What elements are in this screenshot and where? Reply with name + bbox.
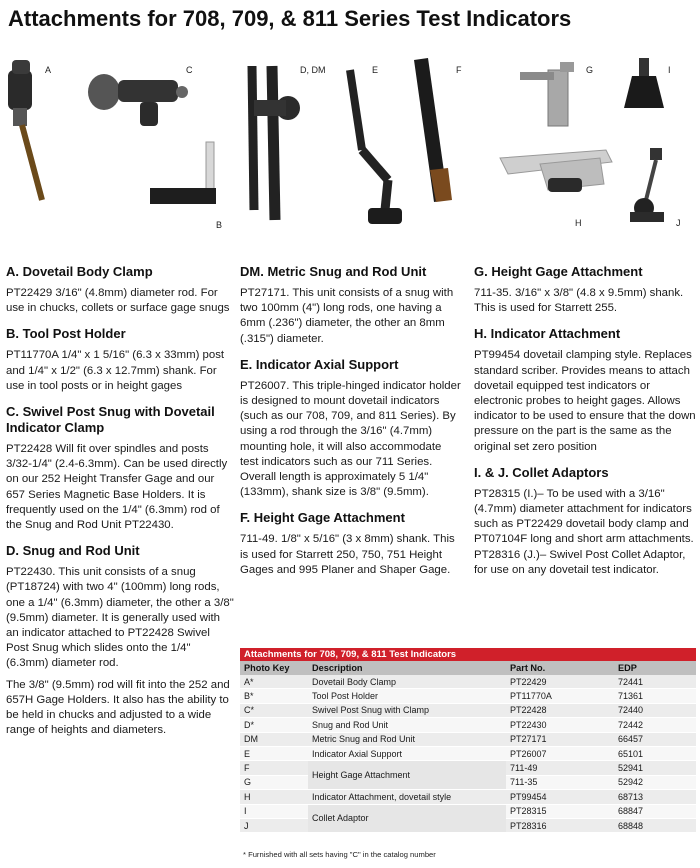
section-swivel-post-snug: [6, 404, 234, 533]
product-photos-illustration: [0, 50, 700, 250]
section-body: PT26007. This triple-hinged indicator holder is designed to mount dovetail indicators (such as our 708, 709, and 811 Series). By using a rod through the 3/16" (4.7mm) mounting hole, it will also accommodate test indicators such as our 711 Series. Overall length is approximately 5 1/4" (133mm), shank size is 3/8" (9.5mm).: [240, 379, 461, 499]
photo-label-j: J: [676, 218, 681, 228]
table-row: [240, 732, 696, 746]
cell-part-no: PT22429: [506, 675, 614, 689]
section-height-gage-attachment-g: [474, 264, 696, 316]
photo-label-b: B: [216, 220, 223, 230]
column-header-photo-key: Photo Key: [240, 661, 308, 675]
cell-description: Tool Post Holder: [308, 689, 506, 703]
section-height-gage-attachment-f: [240, 510, 462, 578]
table-row: [240, 689, 696, 703]
cell-part-no: PT22428: [506, 703, 614, 717]
cell-photo-key: J: [240, 818, 308, 832]
section-tool-post-holder: [6, 326, 234, 394]
cell-photo-key: I: [240, 804, 308, 818]
photo-label-f: F: [456, 65, 462, 75]
cell-description: Snug and Rod Unit: [308, 718, 506, 732]
section-metric-snug-rod: [240, 264, 462, 347]
cell-edp: 52941: [614, 761, 696, 775]
cell-description: Dovetail Body Clamp: [308, 675, 506, 689]
cell-photo-key: F: [240, 761, 308, 775]
cell-part-no: 711-35: [506, 775, 614, 789]
cell-part-no: PT11770A: [506, 689, 614, 703]
table-row: [240, 718, 696, 732]
cell-edp: 68848: [614, 818, 696, 832]
cell-photo-key: A*: [240, 675, 308, 689]
cell-edp: 68713: [614, 790, 696, 804]
cell-edp: 72442: [614, 718, 696, 732]
cell-photo-key: E: [240, 746, 308, 760]
table-header-row: [240, 661, 696, 675]
section-dovetail-body-clamp: [6, 264, 234, 316]
text-column-1: [6, 264, 234, 748]
photo-g-height-gage: [520, 62, 574, 126]
cell-description: Indicator Axial Support: [308, 746, 506, 760]
cell-edp: 72440: [614, 703, 696, 717]
photo-c-swivel-snug: [88, 74, 188, 126]
section-heading: H. Indicator Attachment: [474, 326, 621, 342]
photo-label-g: G: [586, 65, 594, 75]
section-collet-adaptors: [474, 465, 696, 578]
cell-part-no: PT27171: [506, 732, 614, 746]
table-row: [240, 675, 696, 689]
section-heading: F. Height Gage Attachment: [240, 510, 405, 526]
table-row: [240, 804, 696, 818]
table-row: [240, 761, 696, 775]
photo-label-h: H: [575, 218, 582, 228]
cell-description: Metric Snug and Rod Unit: [308, 732, 506, 746]
section-heading: DM. Metric Snug and Rod Unit: [240, 264, 427, 279]
cell-photo-key: G: [240, 775, 308, 789]
section-body: PT11770A 1/4" x 1 5/16" (6.3 x 33mm) post and 1/4" x 1/2" (6.3 x 12.7mm) shank. For use in tool posts or in height gages: [6, 349, 225, 392]
cell-part-no: PT28316: [506, 818, 614, 832]
table-row: [240, 790, 696, 804]
cell-edp: 68847: [614, 804, 696, 818]
cell-part-no: PT99454: [506, 790, 614, 804]
cell-edp: 65101: [614, 746, 696, 760]
photo-a-dovetail-clamp: [8, 60, 42, 200]
section-heading: C. Swivel Post Snug with Dovetail Indicator Clamp: [6, 404, 215, 436]
photo-b-tool-post-holder: [150, 142, 216, 204]
page-title: Attachments for 708, 709, & 811 Series Test Indicators: [8, 6, 572, 31]
cell-description: Swivel Post Snug with Clamp: [308, 703, 506, 717]
cell-part-no: PT26007: [506, 746, 614, 760]
cell-edp: 72441: [614, 675, 696, 689]
photo-f-height-gage: [414, 58, 452, 202]
cell-photo-key: DM: [240, 732, 308, 746]
cell-description: Indicator Attachment, dovetail style: [308, 790, 506, 804]
photo-i-collet-adaptor: [624, 58, 664, 108]
table-row: [240, 703, 696, 717]
cell-description: Height Gage Attachment: [308, 761, 506, 790]
photo-label-a: A: [45, 65, 52, 75]
cell-part-no: PT28315: [506, 804, 614, 818]
section-body: 711-49. 1/8" x 5/16" (3 x 8mm) shank. This is used for Starrett 250, 750, 751 Height Gages and 995 Planer and Shaper Gage.: [240, 533, 455, 576]
photo-label-c: C: [186, 65, 193, 75]
section-heading: G. Height Gage Attachment: [474, 264, 643, 279]
cell-edp: 52942: [614, 775, 696, 789]
cell-edp: 66457: [614, 732, 696, 746]
photo-label-d-dm: D, DM: [300, 65, 326, 75]
column-header-part-no: Part No.: [506, 661, 614, 675]
cell-photo-key: D*: [240, 718, 308, 732]
section-body-continued: The 3/8" (9.5mm) rod will fit into the 252 and 657H Gage Holders. It also has the ability to be held in chucks and adjusted to a wide range of heights and diameters.: [6, 678, 230, 737]
section-heading: I. & J. Collet Adaptors: [474, 464, 609, 480]
photo-label-i: I: [668, 65, 671, 75]
section-body: 711-35. 3/16" x 3/8" (4.8 x 9.5mm) shank. This is used for Starrett 255.: [474, 287, 684, 315]
cell-photo-key: C*: [240, 703, 308, 717]
text-column-3: [474, 264, 696, 588]
section-body: PT99454 dovetail clamping style. Replaces standard scriber. Provides means to attach dovetail equipped test indicators or electronic probes to height gages. Allows indicator to be used to ensure that the down pressure on the part is the same as the original set zero position: [474, 349, 696, 453]
photo-j-swivel-collet: [630, 148, 664, 222]
cell-part-no: PT22430: [506, 718, 614, 732]
section-heading: A. Dovetail Body Clamp: [6, 264, 153, 279]
section-heading: B. Tool Post Holder: [6, 326, 126, 342]
cell-edp: 71361: [614, 689, 696, 703]
table-title: Attachments for 708, 709, & 811 Test Indicators: [240, 648, 696, 661]
table-row: [240, 746, 696, 760]
photo-h-indicator-attachment: [500, 150, 612, 192]
photo-e-axial-support: [350, 70, 402, 224]
section-heading: E. Indicator Axial Support: [240, 356, 399, 372]
section-heading: D. Snug and Rod Unit: [6, 543, 140, 559]
photo-label-e: E: [372, 65, 379, 75]
column-header-edp: EDP: [614, 661, 696, 675]
section-body: PT28315 (I.)– To be used with a 3/16" (4.7mm) diameter attachment for indicators such as PT22429 dovetail body clamp and PT07104F long and short arm attachments. PT28316 (J.)– Swivel Post Collet Adaptor, for use on any dovetail test indicator.: [474, 487, 694, 576]
section-body: PT27171. This unit consists of a snug with two 100mm (4") long rods, one having a 6mm (.236") diameter, the other an 8mm (.315") diameter.: [240, 287, 454, 345]
section-indicator-axial-support: [240, 357, 462, 501]
section-body: PT22428 Will fit over spindles and posts 3/32-1/4" (2.4-6.3mm). Can be used directly on our 252 Height Transfer Gage and our 657 Series Magnetic Base Holders. It is frequently used on the 1/4" (6.3mm) rod of the Snug and Rod Unit PT22430.: [6, 443, 228, 532]
text-column-2: [240, 264, 462, 588]
cell-description: Collet Adaptor: [308, 804, 506, 833]
section-indicator-attachment: [474, 326, 696, 454]
cell-photo-key: B*: [240, 689, 308, 703]
column-header-description: Description: [308, 661, 506, 675]
section-body: PT22430. This unit consists of a snug (PT18724) with two 4" (100mm) long rods, one a 1/4" (6.3mm) diameter, the other a 3/8" (9.5mm) diameter. It is generally used with an indicator attached to PT22428 Swivel Post Snug which slides onto the 1/4" (6.3mm) diameter rod.: [6, 566, 234, 670]
table-footnote: * Furnished with all sets having "C" in the catalog number: [243, 850, 436, 859]
product-photos: [0, 50, 700, 250]
attachments-table: [240, 648, 696, 833]
section-body: PT22429 3/16" (4.8mm) diameter rod. For use in chucks, collets or surface gage snugs: [6, 287, 230, 315]
attachments-table-grid: [240, 661, 696, 833]
section-snug-and-rod-unit: [6, 543, 234, 738]
cell-part-no: 711-49: [506, 761, 614, 775]
cell-photo-key: H: [240, 790, 308, 804]
photo-d-snug-rod: [252, 66, 300, 220]
